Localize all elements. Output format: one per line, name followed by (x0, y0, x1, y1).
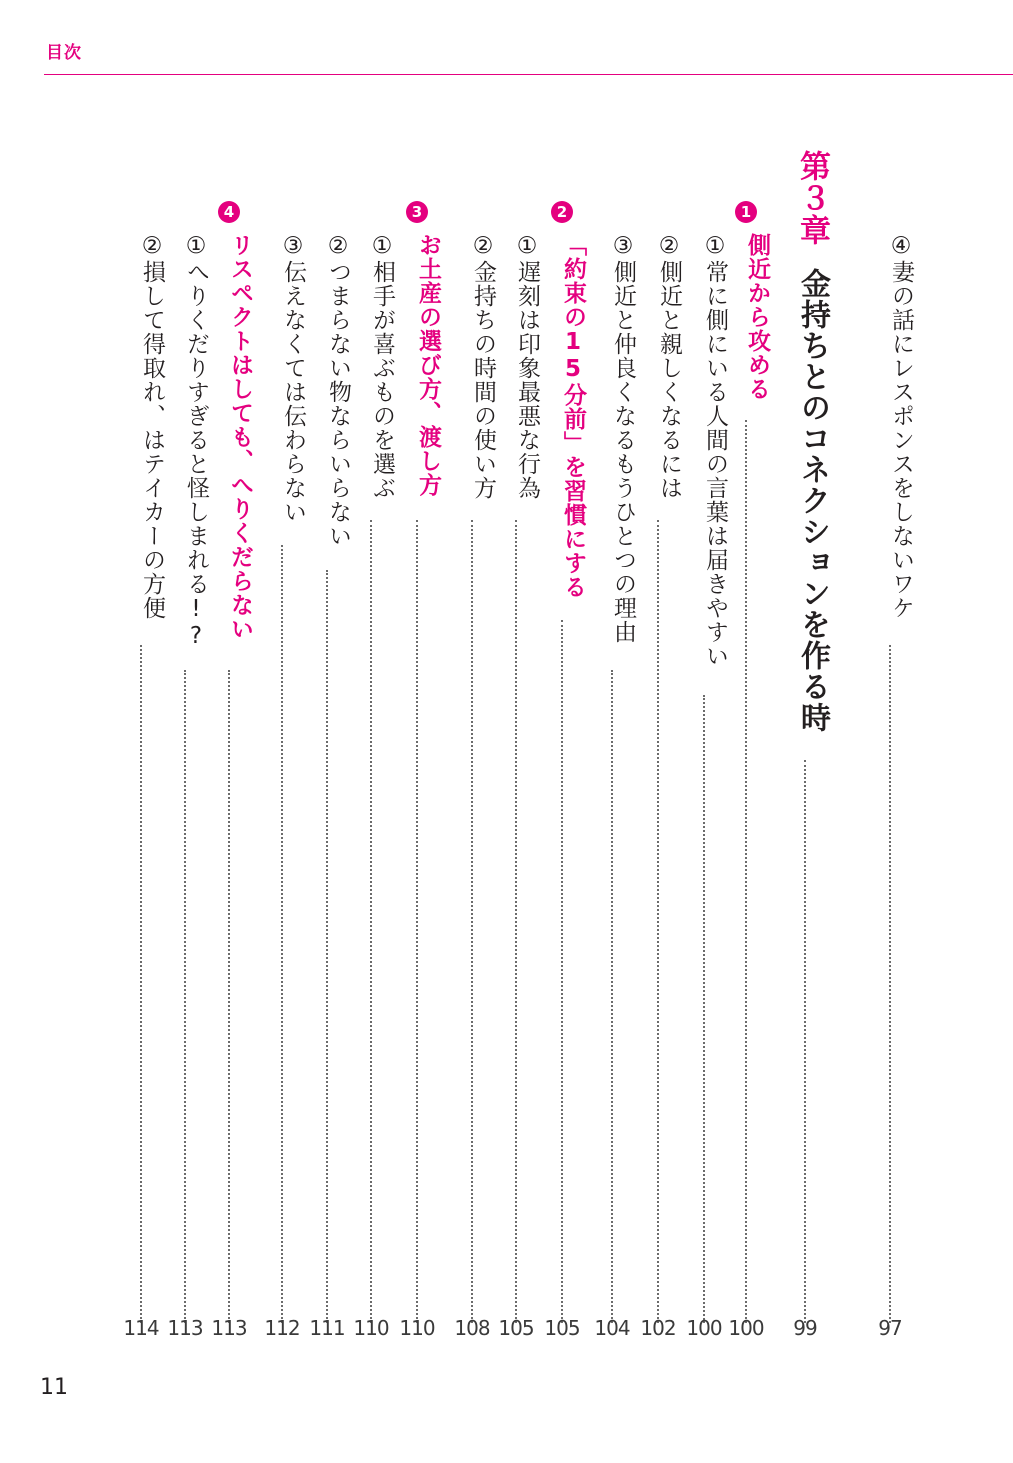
toc-entry-sec[interactable] (395, 0, 439, 1463)
dot-leader (416, 520, 418, 1323)
toc-entry-sub[interactable] (305, 0, 349, 1463)
subsection-title: ③伝えなくては伝わらない (280, 233, 306, 524)
section-number-badge: 2 (551, 201, 573, 223)
toc-entry-sub[interactable] (636, 0, 680, 1463)
subsection-title: ④妻の話にレスポンスをしないワケ (888, 233, 914, 620)
subsection-title: ①遅刻は印象最悪な行為 (514, 233, 540, 500)
toc-page-number: 105 (498, 1316, 534, 1340)
toc-page-number: 110 (399, 1316, 435, 1340)
toc-page-number: 114 (123, 1316, 159, 1340)
toc-page-number: 113 (167, 1316, 203, 1340)
toc-page-number: 111 (309, 1316, 345, 1340)
toc-entry-sec[interactable] (724, 0, 768, 1463)
dot-leader (804, 760, 806, 1323)
toc-entry-sub[interactable] (450, 0, 494, 1463)
toc-page-number: 100 (686, 1316, 722, 1340)
toc-entry-sub[interactable] (868, 0, 912, 1463)
dot-leader (281, 545, 283, 1323)
dot-leader (471, 520, 473, 1323)
dot-leader (370, 520, 372, 1323)
subsection-title: ③側近と仲良くなるもうひとつの理由 (610, 233, 636, 644)
section-title: リスペクトはしても、へりくだらない (227, 233, 253, 641)
toc-page-number: 113 (211, 1316, 247, 1340)
section-number-badge: 1 (735, 201, 757, 223)
toc-entry-sub[interactable] (682, 0, 726, 1463)
toc-entry-sub[interactable] (260, 0, 304, 1463)
subsection-title: ②側近と親しくなるには (656, 233, 682, 500)
toc-page-number: 110 (353, 1316, 389, 1340)
toc-page-number: 97 (878, 1316, 902, 1340)
toc-entry-sub[interactable] (349, 0, 393, 1463)
toc-page-number: 102 (640, 1316, 676, 1340)
section-title: 「約束の15分前」を習慣にする (560, 233, 586, 599)
subsection-title: ①常に側にいる人間の言葉は届きやすい (702, 233, 728, 668)
toc-page-number: 104 (594, 1316, 630, 1340)
dot-leader (515, 520, 517, 1323)
page-number: 11 (40, 1375, 68, 1400)
dot-leader (657, 520, 659, 1323)
subsection-title: ②つまらない物ならいらない (325, 233, 351, 548)
toc-entry-sec[interactable] (540, 0, 584, 1463)
toc-entry-chap[interactable] (783, 0, 830, 1463)
toc-entry-sub[interactable] (590, 0, 634, 1463)
dot-leader (745, 420, 747, 1323)
section-title: お土産の選び方、渡し方 (415, 233, 441, 497)
toc-page-number: 108 (454, 1316, 490, 1340)
toc-entry-sub[interactable] (163, 0, 207, 1463)
dot-leader (184, 670, 186, 1323)
dot-leader (889, 645, 891, 1323)
toc-entry-sub[interactable] (119, 0, 163, 1463)
dot-leader (228, 670, 230, 1323)
toc-entry-sec[interactable] (207, 0, 251, 1463)
dot-leader (561, 620, 563, 1323)
section-number-badge: 3 (406, 201, 428, 223)
subsection-title: ①相手が喜ぶものを選ぶ (369, 233, 395, 500)
section-title: 側近から攻める (744, 233, 770, 401)
chapter-label: 第３章 (794, 150, 830, 246)
subsection-title: ①へりくだりすぎると怪しまれる!? (183, 233, 209, 650)
toc-page-number: 100 (728, 1316, 764, 1340)
subsection-title: ②損して得取れ、はテイカーの方便 (139, 233, 165, 620)
dot-leader (611, 670, 613, 1323)
subsection-title: ②金持ちの時間の使い方 (470, 233, 496, 500)
section-number-badge: 4 (218, 201, 240, 223)
toc-page-number: 105 (544, 1316, 580, 1340)
toc-page-number: 112 (264, 1316, 300, 1340)
toc-header-label: 目次 (46, 43, 82, 63)
chapter-title: 金持ちとのコネクションを作る時 (795, 268, 830, 733)
dot-leader (703, 695, 705, 1323)
toc-entry-sub[interactable] (494, 0, 538, 1463)
dot-leader (326, 570, 328, 1323)
dot-leader (140, 645, 142, 1323)
toc-page-number: 99 (793, 1316, 817, 1340)
